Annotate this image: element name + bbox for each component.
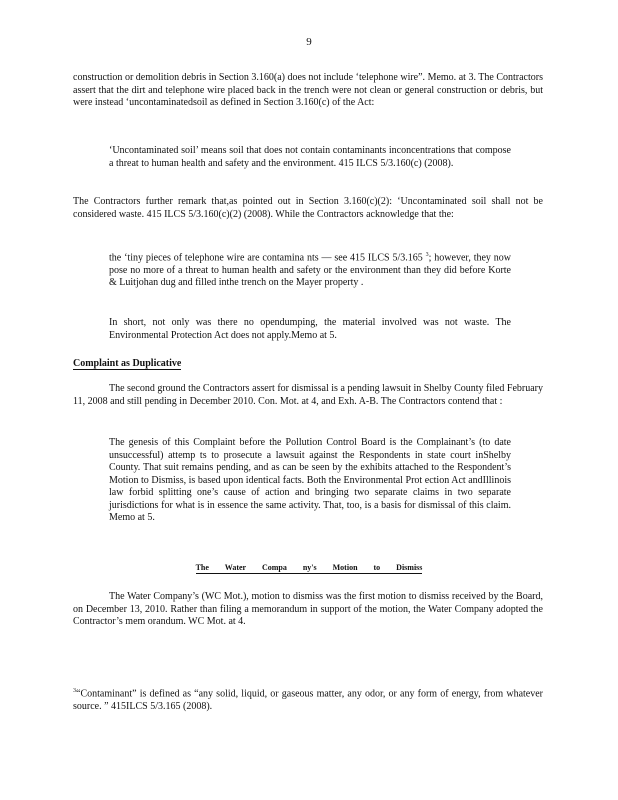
block-quote-uncontaminated-soil xyxy=(109,145,511,170)
quote-text-part: ; xyxy=(428,252,432,264)
block-quote-no-open-dumping xyxy=(109,317,511,342)
page-number: 9 xyxy=(306,36,312,48)
subheading-text: The Water Compa ny's Motion to Dismiss xyxy=(195,563,423,572)
quote-text-part: the ‘tiny pieces of telephone wire are contamina nts — see 415 ILCS 5/3.165 xyxy=(109,252,423,264)
quote-text: The genesis of this Complaint before the Pollution Control Board is the Complainant’s (to date unsuccessful) attemp ts to prosecute a lawsuit against the Respondents in state court inShelby County. That suit remains pending, and as can be seen by the exhibits attached to the Respondent’s Motion to Dismiss, is based upon identical facts. Both the Environmental Prot ection Act andIllinois law forbid splitting one’s cause of action and bringing two separate claims in two separate jurisdictions for what is in essence the same activity. That, too, is a basis for dismissal of this claim. Memo at 5. xyxy=(109,437,511,523)
block-quote-telephone-wire xyxy=(109,249,511,290)
paragraph-debris-definition xyxy=(73,72,543,110)
paragraph-text: construction or demolition debris in Section 3.160(a) does not include ‘telephone wire”. Memo. at 3. The Contractors assert that the dirt and telephone wire placed back in the trench were not clean or general construction or debris, but were instead ‘uncontaminatedsoil as defined in Section 3.160(c) of the Act: xyxy=(73,72,543,108)
paragraph-contractors-remark xyxy=(73,196,543,221)
footnote-text xyxy=(73,685,543,713)
section-heading-complaint-duplicative: Complaint as Duplicative xyxy=(73,358,182,369)
section-heading-water-company-motion xyxy=(0,563,618,572)
quote-text: In short, not only was there no opendumping, the material involved was not waste. The Environmental Protection Act does not apply.Memo at 5. xyxy=(109,317,511,341)
quote-text xyxy=(109,249,511,290)
paragraph-second-ground xyxy=(73,383,543,408)
footnote xyxy=(73,685,543,713)
paragraph-text: The Water Company’s (WC Mot.), motion to dismiss was the first motion to dismiss received by the Board, on December 13, 2010. Rather than filing a memorandum in support of the motion, the Water Company adopted the Contractor’s mem orandum. WC Mot. at 4. xyxy=(73,591,543,627)
block-quote-genesis-complaint xyxy=(109,437,511,525)
footnote-reference: 3 xyxy=(425,252,429,258)
paragraph-text: The second ground the Contractors assert for dismissal is a pending lawsuit in Shelby County filed February 11, 2008 and still pending in December 2010. Con. Mot. at 4, and Exh. A-B. The Contractors contend that : xyxy=(73,383,543,407)
footnote-mark: 3 xyxy=(73,688,76,694)
quote-text-part: however, they now pose no more of a threat to human health and safety or the environment than they did before Korte & Luitjohan dug and filled inthe trench on the Mayer property . xyxy=(109,252,512,289)
quote-text: ‘Uncontaminated soil’ means soil that does not contain contaminants inconcentrations that compose a threat to human health and safety and the environment. 415 ILCS 5/3.160(c) (2008). xyxy=(109,145,511,169)
paragraph-text: The Contractors further remark that,as pointed out in Section 3.160(c)(2): ‘Uncontaminated soil shall not be considered waste. 415 ILCS 5/3.160(c)(2) (2008). While the Contractors acknowledge that the: xyxy=(73,196,543,220)
paragraph-water-company xyxy=(73,591,543,629)
footnote-body: “Contaminant” is defined as “any solid, liquid, or gaseous matter, any odor, or any form of energy, from whatever source. ” 415ILCS 5/3.165 (2008). xyxy=(73,688,543,712)
